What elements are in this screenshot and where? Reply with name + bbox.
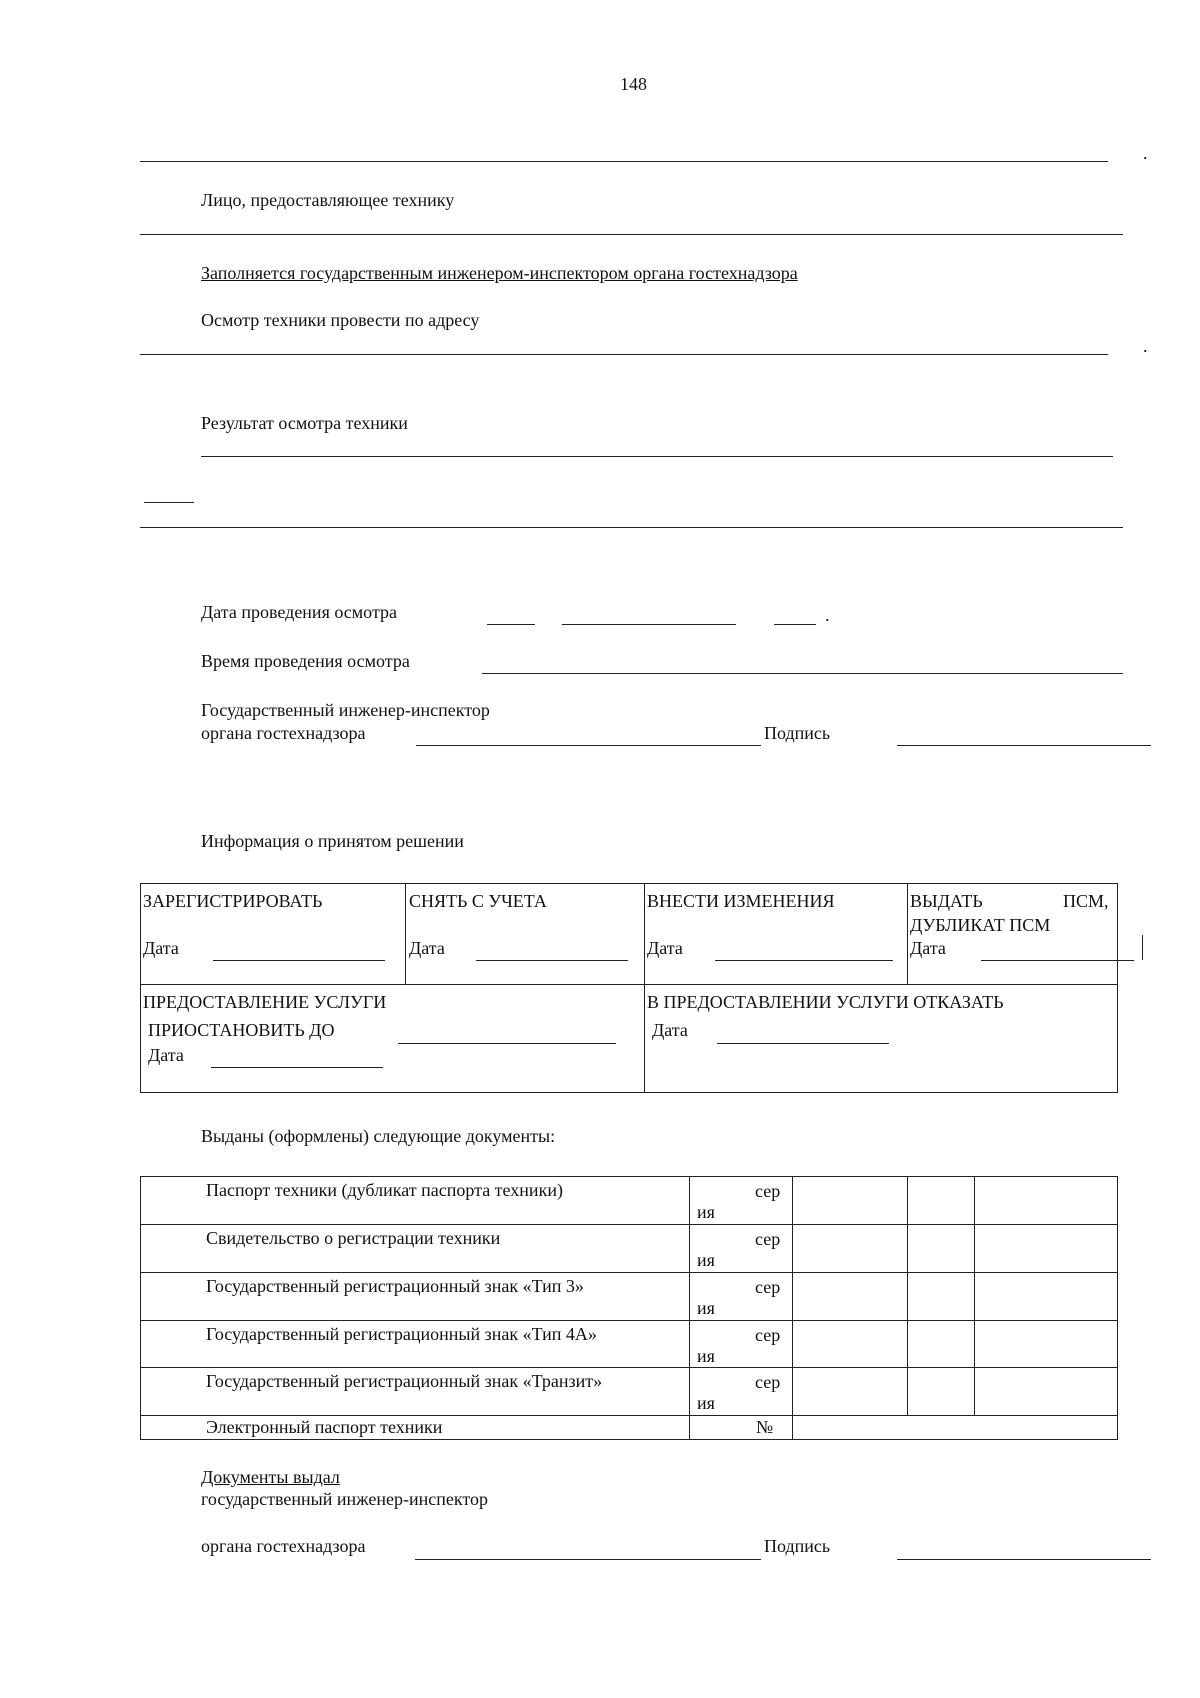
option-register[interactable]: ЗАРЕГИСТРИРОВАТЬ — [143, 891, 323, 911]
documents-col-divider — [907, 1176, 908, 1415]
dot-mark: . — [825, 605, 830, 625]
option-issue-psm-duplicate: ДУБЛИКАТ ПСМ — [910, 915, 1051, 935]
option-modify[interactable]: ВНЕСТИ ИЗМЕНЕНИЯ — [647, 891, 835, 911]
divider-line — [140, 234, 1123, 235]
series-label-cont: ия — [697, 1202, 715, 1222]
signature-line[interactable] — [897, 745, 1151, 746]
date-month-line[interactable] — [562, 624, 736, 625]
page-number: 148 — [620, 74, 647, 94]
documents-row-divider — [140, 1367, 1118, 1368]
documents-row-divider — [140, 1224, 1118, 1225]
decision-table-col-divider — [907, 883, 908, 984]
issued-by-line1: государственный инженер-инспектор — [201, 1489, 488, 1509]
option-register-date-line[interactable] — [213, 960, 385, 961]
inspector-section-heading: Заполняется государственным инженером-инспектором органа гостехнадзора — [201, 263, 798, 283]
option-modify-date-line[interactable] — [715, 960, 893, 961]
option-deregister-date-line[interactable] — [476, 960, 628, 961]
option-modify-date-label: Дата — [647, 938, 683, 958]
dot-mark: . — [1143, 143, 1148, 163]
document-row-label: Государственный регистрационный знак «Тип 3» — [206, 1276, 584, 1296]
series-label-cont: ия — [697, 1250, 715, 1270]
issued-by-name-line[interactable] — [415, 1559, 761, 1560]
issued-by-heading: Документы выдал — [201, 1467, 340, 1487]
option-refuse[interactable]: В ПРЕДОСТАВЛЕНИИ УСЛУГИ ОТКАЗАТЬ — [647, 992, 1004, 1012]
documents-row-divider — [140, 1320, 1118, 1321]
option-suspend-date-label: Дата — [148, 1045, 184, 1065]
option-refuse-date-line[interactable] — [717, 1043, 889, 1044]
decision-table-row-divider — [140, 984, 1118, 985]
result-field-line-2[interactable] — [140, 527, 1123, 528]
documents-col-divider — [792, 1176, 793, 1439]
dot-mark: . — [1143, 336, 1148, 356]
inspector-name-line[interactable] — [416, 745, 761, 746]
series-label: сер — [755, 1372, 781, 1392]
inspection-date-label: Дата проведения осмотра — [201, 602, 398, 622]
series-label: сер — [755, 1181, 781, 1201]
decision-table-col-divider — [644, 883, 645, 1092]
option-issue-psm[interactable]: ВЫДАТЬ — [910, 891, 983, 911]
documents-heading: Выданы (оформлены) следующие документы: — [201, 1126, 556, 1146]
option-issue-psm-word: ПСМ, — [1063, 891, 1109, 911]
date-year-line[interactable] — [774, 624, 816, 625]
documents-table — [140, 1176, 1118, 1440]
result-field-line[interactable] — [201, 456, 1113, 457]
provider-label: Лицо, предоставляющее технику — [201, 190, 455, 210]
issued-by-line2: органа гостехнадзора — [201, 1536, 366, 1556]
issued-by-signature-label: Подпись — [764, 1536, 831, 1556]
series-label-cont: ия — [697, 1393, 715, 1413]
series-label: сер — [755, 1229, 781, 1249]
option-suspend-line2: ПРИОСТАНОВИТЬ ДО — [148, 1020, 335, 1040]
series-label-cont: ия — [697, 1298, 715, 1318]
inspection-time-label: Время проведения осмотра — [201, 651, 410, 671]
option-suspend-line1[interactable]: ПРЕДОСТАВЛЕНИЕ УСЛУГИ — [143, 992, 387, 1012]
inspector-title-line1: Государственный инженер-инспектор — [201, 700, 490, 720]
document-row-label: Паспорт техники (дубликат паспорта техники) — [206, 1180, 563, 1200]
issued-by-signature-line[interactable] — [897, 1559, 1151, 1560]
documents-row-divider — [140, 1272, 1118, 1273]
result-label: Результат осмотра техники — [201, 413, 408, 433]
series-label-cont: ия — [697, 1346, 715, 1366]
decision-table-col-divider — [405, 883, 406, 984]
document-row-label: Государственный регистрационный знак «Тип 4А» — [206, 1324, 597, 1344]
short-line — [144, 502, 194, 503]
date-day-line[interactable] — [487, 624, 535, 625]
inspection-time-line[interactable] — [482, 673, 1123, 674]
option-deregister-date-label: Дата — [409, 938, 445, 958]
documents-col-divider — [974, 1176, 975, 1415]
option-issue-psm-date-line[interactable] — [981, 960, 1134, 961]
address-field-line[interactable] — [140, 354, 1108, 355]
documents-col-divider — [689, 1176, 690, 1439]
inspector-title-line2: органа гостехнадзора — [201, 723, 366, 743]
option-issue-psm-date-label: Дата — [910, 938, 946, 958]
blank-line[interactable] — [140, 161, 1108, 162]
suspend-until-line[interactable] — [398, 1043, 616, 1044]
margin-mark — [1142, 935, 1143, 960]
series-label: сер — [755, 1277, 781, 1297]
option-suspend-date-line[interactable] — [211, 1067, 383, 1068]
option-deregister[interactable]: СНЯТЬ С УЧЕТА — [409, 891, 547, 911]
number-sign: № — [756, 1417, 774, 1437]
document-row-label: Государственный регистрационный знак «Транзит» — [206, 1371, 603, 1391]
decision-heading: Информация о принятом решении — [201, 831, 464, 851]
option-refuse-date-label: Дата — [652, 1020, 688, 1040]
signature-label: Подпись — [764, 723, 831, 743]
document-row-label: Свидетельство о регистрации техники — [206, 1228, 501, 1248]
option-register-date-label: Дата — [143, 938, 179, 958]
series-label: сер — [755, 1325, 781, 1345]
address-label: Осмотр техники провести по адресу — [201, 310, 480, 330]
document-row-label: Электронный паспорт техники — [206, 1417, 443, 1437]
